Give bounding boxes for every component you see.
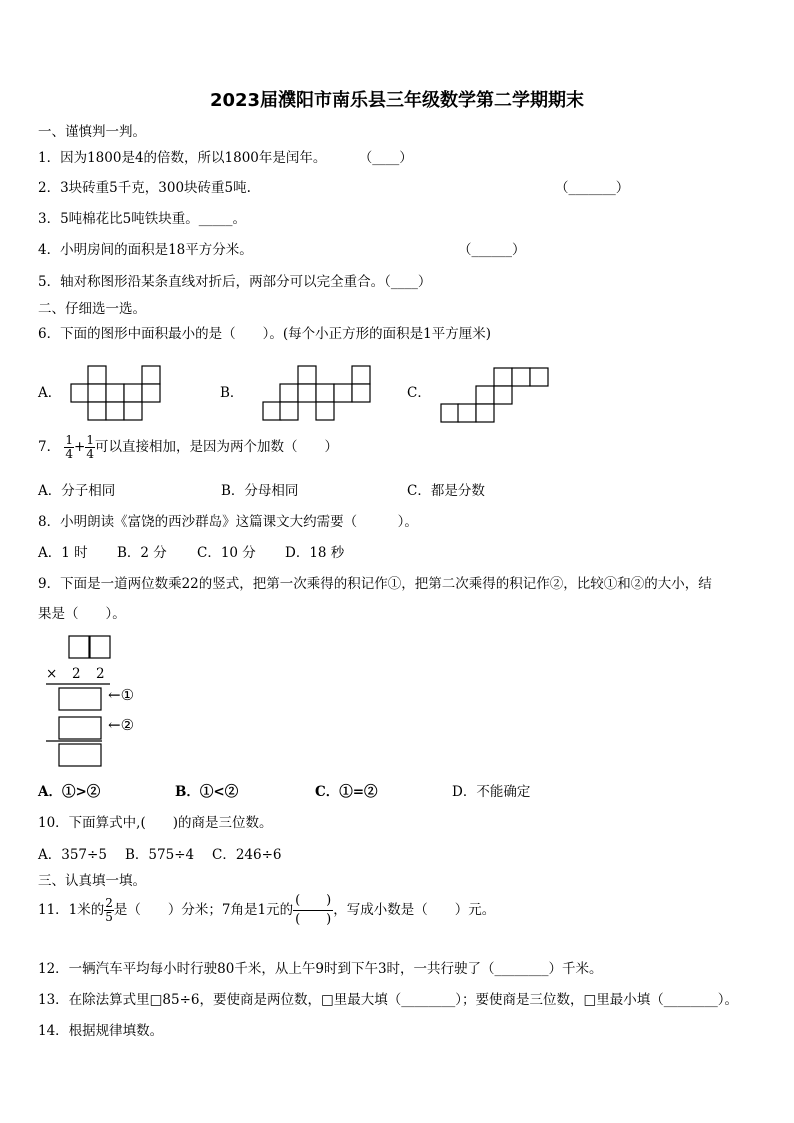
q7-option-c[interactable]: C．都是分数 (407, 483, 485, 499)
question-11-pre: 11．1米的 (38, 902, 105, 918)
question-1-answer[interactable]: （____） (358, 150, 413, 166)
q8-option-c[interactable]: C．10 分 (197, 545, 256, 561)
q8-option-b[interactable]: B．2 分 (117, 545, 167, 561)
plus-sign: + (74, 439, 86, 455)
question-6: 6．下面的图形中面积最小的是（ ）。(每个小正方形的面积是1平方厘米) (38, 326, 491, 342)
question-14: 14．根据规律填数。 (38, 1023, 164, 1039)
q9-arrow-1: ←① (108, 686, 135, 704)
q9-option-b[interactable]: B．①<② (175, 784, 239, 800)
section-heading-1: 一、谨慎判一判。 (38, 124, 146, 140)
q9-option-c[interactable]: C．①=② (315, 784, 378, 800)
question-2-text: 2．3块砖重5千克，300块砖重5吨. (38, 180, 251, 196)
question-3: 3．5吨棉花比5吨铁块重。_____。 (38, 211, 247, 227)
q10-option-b[interactable]: B．575÷4 (125, 847, 195, 863)
question-4-answer[interactable]: （______） (458, 242, 526, 258)
q9-digit-2b: 2 (96, 666, 105, 682)
q6-figure-c (440, 367, 555, 422)
question-7-number: 7． (38, 439, 61, 455)
q9-vertical-multiplication (40, 634, 170, 769)
question-1 (38, 146, 413, 166)
question-11-post: ，写成小数是（ ）元。 (333, 902, 496, 918)
q9-option-d[interactable]: D．不能确定 (452, 784, 531, 800)
q6-figure-b (262, 365, 372, 420)
question-9-line-1: 9．下面是一道两位数乘22的竖式，把第一次乘得的积记作①，把第二次乘得的积记作②，比较①和②的大小，结 (38, 576, 712, 592)
question-11 (38, 892, 495, 929)
q8-option-a[interactable]: A．1 时 (38, 545, 88, 561)
q7-option-a[interactable]: A．分子相同 (38, 483, 116, 499)
question-10: 10．下面算式中,( )的商是三位数。 (38, 815, 273, 831)
fraction-two-fifths: $\frac{2}{5}$ (105, 896, 113, 924)
blank-fraction[interactable]: $\frac{( )}{( )}$ (295, 893, 332, 927)
page-title: 2023届濮阳市南乐县三年级数学第二学期期末 (209, 90, 585, 111)
q9-digit-2a: 2 (72, 666, 81, 682)
q10-option-a[interactable]: A．357÷5 (38, 847, 107, 863)
q6-option-c-label[interactable]: C． (407, 385, 431, 401)
question-1-text: 1．因为1800是4的倍数，所以1800年是闰年。 (38, 150, 327, 166)
q6-figure-a (70, 365, 165, 420)
section-heading-2: 二、仔细选一选。 (38, 301, 146, 317)
q9-times-sign: × (46, 666, 58, 682)
section-heading-3: 三、认真填一填。 (38, 873, 146, 889)
question-5: 5．轴对称图形沿某条直线对折后，两部分可以完全重合。（____） (38, 274, 432, 290)
question-8: 8．小明朗读《富饶的西沙群岛》这篇课文大约需要（ ）。 (38, 514, 418, 530)
q8-option-d[interactable]: D．18 秒 (285, 545, 345, 561)
question-4: 4．小明房间的面积是18平方分米。 (38, 242, 253, 258)
q6-option-a-label[interactable]: A． (38, 385, 62, 401)
question-9-line-2: 果是（ ）。 (38, 606, 126, 622)
question-2 (38, 176, 251, 196)
question-7-text: 可以直接相加，是因为两个加数（ ） (94, 439, 338, 455)
q7-option-b[interactable]: B．分母相同 (221, 483, 299, 499)
q10-option-c[interactable]: C．246÷6 (212, 847, 282, 863)
question-12: 12．一辆汽车平均每小时行驶80千米，从上午9时到下午3时，一共行驶了（________）千米。 (38, 961, 603, 977)
fraction-one-quarter: $\frac{1}{4}$ (65, 433, 74, 461)
question-11-mid: 是（ ）分米；7角是1元的 (113, 902, 294, 918)
question-2-answer[interactable]: （_______） (555, 180, 630, 196)
fraction-one-quarter-2: $\frac{1}{4}$ (86, 433, 94, 461)
q9-arrow-2: ←② (108, 716, 135, 734)
q6-option-b-label[interactable]: B． (220, 385, 244, 401)
q9-option-a[interactable]: A．①>② (38, 784, 101, 800)
question-7 (38, 434, 338, 461)
question-13: 13．在除法算式里□85÷6，要使商是两位数，□里最大填（________）；要使商是三位数，□里最小填（________）。 (38, 992, 739, 1008)
